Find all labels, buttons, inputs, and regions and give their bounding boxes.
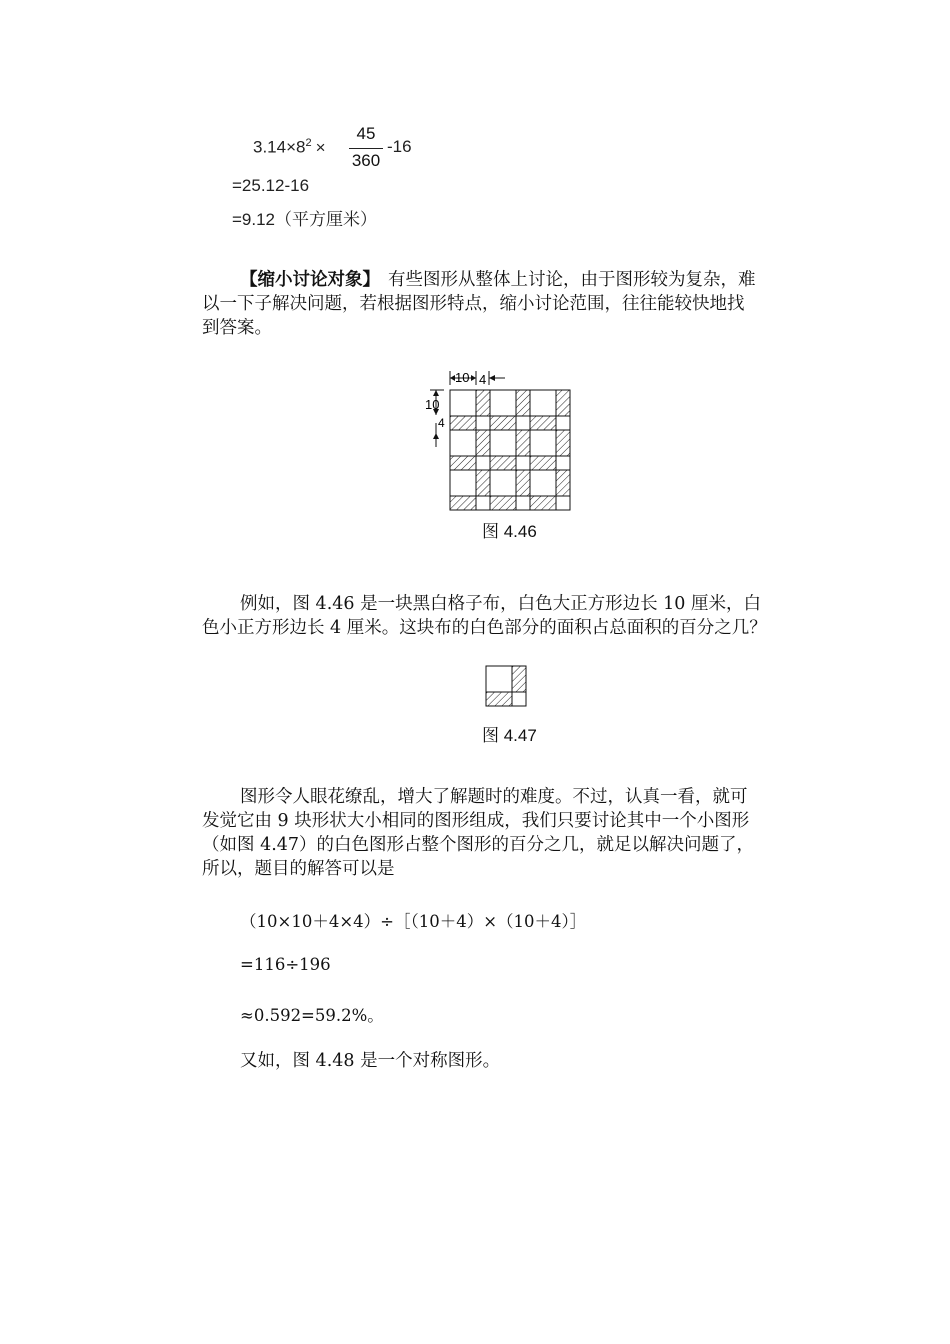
formula-line-2: =25.12-16	[232, 176, 310, 195]
hatched-cell	[516, 390, 530, 416]
dim-label-4-left: 4	[438, 416, 445, 430]
white-cell	[556, 416, 570, 430]
section-heading: 【缩小讨论对象】	[240, 270, 380, 290]
formula-line-1	[253, 137, 326, 161]
solution-eq-2: =116÷196	[240, 955, 331, 974]
white-cell	[530, 430, 556, 456]
figure-4-46	[0, 365, 950, 525]
hatched-cell	[476, 430, 490, 456]
hatched-cell	[450, 416, 476, 430]
explain-line-2: 发觉它由 9 块形状大小相同的图形组成，我们只要讨论其中一个小图形	[202, 811, 750, 831]
arrow-small-left	[489, 375, 495, 381]
hatched-cell	[530, 456, 556, 470]
hatched-cell	[450, 456, 476, 470]
unit-hatched-bottom	[486, 692, 512, 706]
hatched-cell	[476, 470, 490, 496]
section-line-1	[202, 268, 822, 292]
dim-label-10-top: 10	[455, 370, 470, 385]
formula-line-3: =9.12（平方厘米）	[232, 210, 378, 229]
white-cell	[556, 456, 570, 470]
explain-paragraph	[202, 785, 822, 881]
figure-4-46-caption: 图 4.46	[482, 522, 537, 541]
next-paragraph: 又如，图 4.48 是一个对称图形。	[240, 1051, 501, 1071]
white-cell	[556, 496, 570, 510]
formula-exponent: 2	[305, 137, 312, 149]
unit-big-white-square	[486, 666, 512, 692]
hatched-cell	[476, 390, 490, 416]
arrow-up	[433, 390, 439, 396]
arrow-up-lower	[433, 433, 439, 439]
formula-suffix: -16	[387, 137, 412, 156]
white-cell	[450, 430, 476, 456]
unit-small-white-square	[512, 692, 526, 706]
formula-prefix: 3.14×8	[253, 137, 306, 157]
section-paragraph	[202, 268, 822, 340]
hatched-cell	[490, 496, 516, 510]
explain-line-4: 所以，题目的解答可以是	[202, 859, 395, 879]
white-cell	[490, 470, 516, 496]
section-line-3: 到答案。	[202, 318, 272, 338]
section-text-1: 有些图形从整体上讨论，由于图形较为复杂，难	[388, 270, 756, 290]
fraction-bar	[349, 148, 383, 149]
fraction-numerator: 45	[356, 124, 376, 143]
hatched-cell	[556, 390, 570, 416]
figure-4-47	[0, 663, 950, 723]
hatched-cell	[516, 430, 530, 456]
white-cell	[516, 496, 530, 510]
example-paragraph	[202, 592, 822, 640]
hatched-cell	[490, 456, 516, 470]
explain-line-1: 图形令人眼花缭乱，增大了解题时的难度。不过，认真一看，就可	[240, 787, 748, 807]
hatched-cell	[556, 430, 570, 456]
white-cell	[530, 470, 556, 496]
white-cell	[490, 430, 516, 456]
white-cell	[530, 390, 556, 416]
explain-line-3: （如图 4.47）的白色图形占整个图形的百分之几，就足以解决问题了，	[202, 835, 755, 855]
hatched-cell	[490, 416, 516, 430]
fraction-denominator: 360	[351, 151, 381, 170]
dim-label-4-top: 4	[479, 372, 487, 387]
white-cell	[516, 456, 530, 470]
arrow-right	[471, 375, 476, 381]
hatched-cell	[556, 470, 570, 496]
hatched-cell	[516, 470, 530, 496]
hatched-cell	[530, 496, 556, 510]
example-line-1: 例如，图 4.46 是一块黑白格子布，白色大正方形边长 10 厘米，白	[240, 594, 761, 614]
white-cell	[476, 496, 490, 510]
section-line-2: 以一下子解决问题，若根据图形特点，缩小讨论范围，往往能较快地找	[202, 294, 745, 314]
hatched-cell	[450, 496, 476, 510]
unit-hatched-right	[512, 666, 526, 692]
white-cell	[476, 456, 490, 470]
white-cell	[516, 416, 530, 430]
dim-label-10-left: 10	[425, 397, 440, 412]
figure-4-47-caption: 图 4.47	[482, 726, 537, 745]
formula-times: ×	[315, 137, 326, 157]
white-cell	[450, 470, 476, 496]
checker-grid	[450, 390, 570, 510]
white-cell	[476, 416, 490, 430]
example-line-2: 色小正方形边长 4 厘米。这块布的白色部分的面积占总面积的百分之几？	[202, 618, 767, 638]
solution-eq-3: ≈0.592=59.2%。	[240, 1006, 384, 1025]
hatched-cell	[530, 416, 556, 430]
solution-eq-1: （10×10＋4×4）÷［（10＋4）×（10＋4）］	[240, 912, 587, 931]
white-cell	[450, 390, 476, 416]
white-cell	[490, 390, 516, 416]
